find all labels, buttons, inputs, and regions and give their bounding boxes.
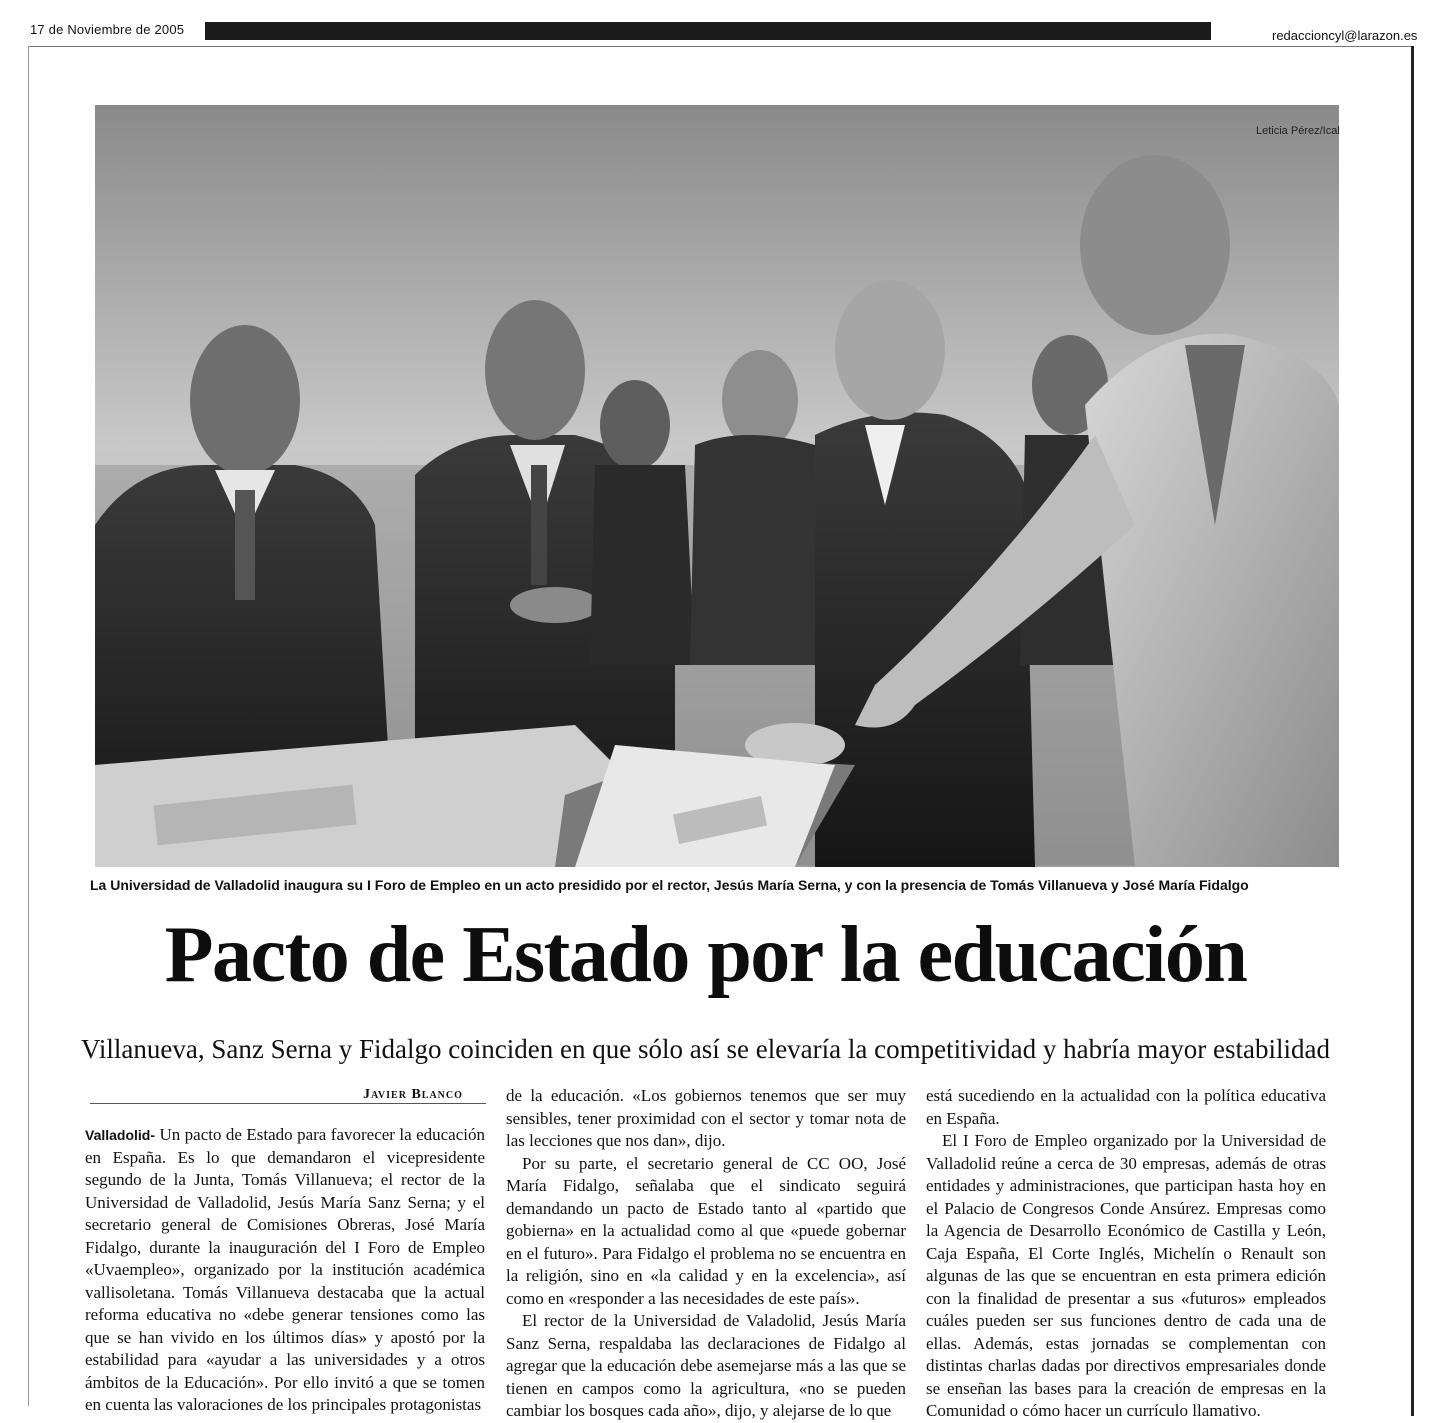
paragraph-text: Un pacto de Estado para favorecer la educación en España. Es lo que demandaron el vicepresidente segundo de la Junta, Tomás Villanueva; el rector de la Universidad de Valladolid, Jesús María Sanz Serna; y el secretario general de Comisiones Obreras, José María Fidalgo, durante la inauguración del I Foro de Empleo «Uvaempleo», organizado por la institución académica vallisoletana. Tomás Villanueva destacaba que la actual reforma educativa no «debe generar tensiones como las que se han vivido en los últimos días» y apostó por la estabilidad para «ayudar a las universidades y a otros ámbitos de la Educación». Por ello invitó a que se tomen en cuenta las valoraciones de los principales protagonistas [85,1125,485,1414]
article-column-2 [506,1085,906,1423]
byline-rule [90,1103,486,1104]
photo-credit: Leticia Pérez/Ical [1256,125,1340,137]
paragraph: está sucediendo en la actualidad con la política educativa en España. [926,1086,1326,1128]
article-column-3 [926,1085,1326,1423]
photo-caption: La Universidad de Valladolid inaugura su I Foro de Empleo en un acto presidido por el rector, Jesús María Serna, y con la presencia de Tomás Villanueva y José María Fidalgo [90,877,1249,893]
header-bar [205,22,1211,40]
article-photo [95,105,1339,867]
paragraph: Por su parte, el secretario general de CC OO, José María Fidalgo, señalaba que el sindicato seguirá demandando un pacto de Estado tanto al «partido que gobierna» en la actualidad como al que «puede gobernar en el futuro». Para Fidalgo el problema no se encuentra en la religión, sino en «la calidad y en la excelencia», así como en «responder a las necesidades de este país». [506,1153,906,1308]
header-email[interactable]: redaccioncyl@larazon.es [1272,28,1418,43]
paragraph: El rector de la Universidad de Valadolid, Jesús María Sanz Serna, respaldaba las declaraciones de Fidalgo al agregar que la educación debe asemejarse más a las que se tienen en campos como la agricultura, «no se pueden cambiar los bosques cada año», dijo, y alejarse de lo que [506,1311,906,1420]
page-frame-left [28,46,29,1406]
page-frame-right [1411,46,1414,1416]
page-frame-top [28,46,1414,47]
subtitle: Villanueva, Sanz Serna y Fidalgo coinciden en que sólo así se elevaría la competitividad y habría mayor estabilidad [81,1034,1330,1064]
page-date: 17 de Noviembre de 2005 [30,22,185,37]
dateline: Valladolid- [85,1127,156,1143]
headline: Pacto de Estado por la educación [164,911,1247,999]
paragraph [85,1124,485,1417]
photo-illustration [95,105,1339,867]
article-column-1 [85,1124,485,1417]
byline: Javier Blanco [363,1087,463,1102]
paragraph: de la educación. «Los gobiernos tenemos que ser muy sensibles, tener proximidad con el sector y tomar nota de las lecciones que nos dan», dijo. [506,1086,906,1150]
paragraph: El I Foro de Empleo organizado por la Universidad de Valladolid reúne a cerca de 30 empresas, además de otras entidades y administraciones, que participan hasta hoy en el Palacio de Congresos Conde Ansúrez. Empresas como la Agencia de Desarrollo Económico de Castilla y León, Caja España, El Corte Inglés, Michelín o Renault son algunas de las que se encuentran en esta primera edición con la finalidad de presentar a sus «futuros» empleados cuáles pueden ser sus funciones dentro de cada una de ellas. Además, estas jornadas se complementan con distintas charlas dadas por directivos empresariales donde se enseñan las bases para la creación de empresas en la Comunidad o cómo hacer un currículo llamativo. [926,1131,1326,1420]
